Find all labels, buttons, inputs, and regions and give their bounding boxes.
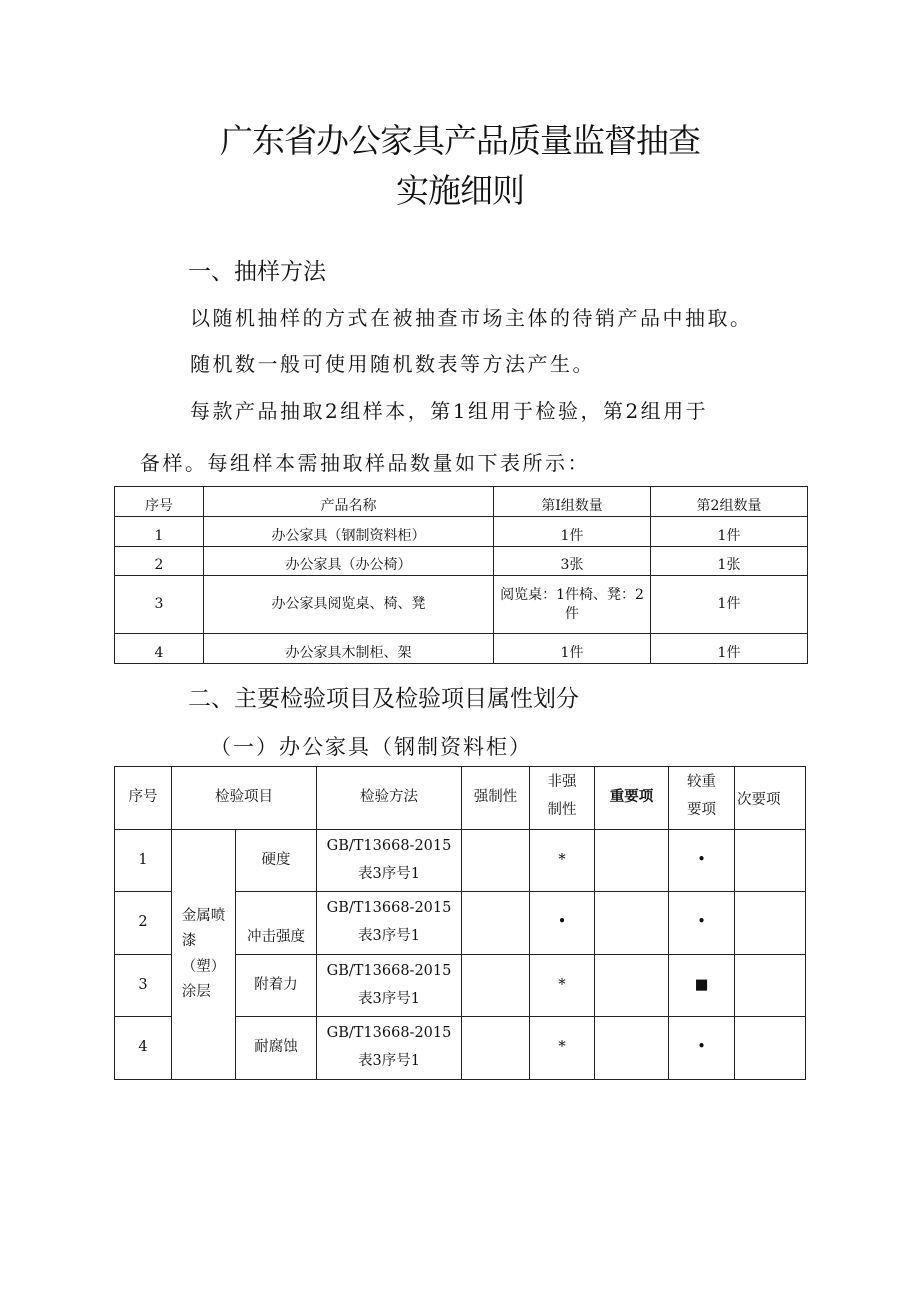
header-cell: 第I组数量 <box>494 487 651 517</box>
method-cell <box>317 1017 462 1080</box>
table-cell <box>595 1017 669 1080</box>
table-cell: 1张 <box>651 547 808 576</box>
table-cell: 4 <box>115 634 204 664</box>
paragraph-2: 随机数一般可使用随机数表等方法产生。 <box>190 352 595 376</box>
header-text: 非强制性 <box>547 774 577 818</box>
table-cell: 1 <box>115 517 204 547</box>
header-cell: 序号 <box>115 487 204 517</box>
table-cell <box>735 892 806 955</box>
document-title: 广东省办公家具产品质量监督抽查 <box>220 121 700 160</box>
table-cell: 1件 <box>651 517 808 547</box>
table-cell <box>595 955 669 1017</box>
table-cell: 办公家具（办公椅） <box>204 547 494 576</box>
method-line: GB/T13668-2015 <box>326 1025 452 1042</box>
header-cell-minor: 次要项 <box>735 767 806 830</box>
table-header-row <box>115 767 806 830</box>
table-cell: 1件 <box>494 634 651 664</box>
section-heading-inspection: 二、主要检验项目及检验项目属性划分 <box>188 686 579 712</box>
table-cell <box>462 955 530 1017</box>
table-row <box>115 634 808 664</box>
table-cell: 1件 <box>494 517 651 547</box>
method-cell <box>317 830 462 892</box>
table-cell <box>462 1017 530 1080</box>
method-line: 表3序号1 <box>358 1053 420 1069</box>
method-line: GB/T13668-2015 <box>326 900 452 917</box>
paragraph-3a: 每款产品抽取2组样本，第1组用于检验，第2组用于 <box>190 399 709 423</box>
table-cell <box>735 1017 806 1080</box>
table-cell: 冲击强度 <box>236 892 317 955</box>
document-subtitle: 实施细则 <box>396 171 524 210</box>
table-cell: * <box>530 1017 595 1080</box>
method-line: GB/T13668-2015 <box>326 837 452 854</box>
header-cell-important: 重要项 <box>595 767 669 830</box>
group-text: 金属喷漆（塑）涂层 <box>181 907 226 1000</box>
subsection-heading: （一）办公家具（钢制资料柜） <box>210 735 532 759</box>
method-cell <box>317 955 462 1017</box>
table-cell: 1件 <box>651 634 808 664</box>
table-cell <box>735 955 806 1017</box>
table-cell <box>595 892 669 955</box>
paragraph-3b: 备样。每组样本需抽取样品数量如下表所示： <box>140 451 590 475</box>
table-cell: 2 <box>115 892 172 955</box>
table-cell: • <box>669 1017 735 1080</box>
inspection-items-table <box>114 766 806 1080</box>
table-row <box>115 547 808 576</box>
table-row <box>115 576 808 634</box>
table-cell: 3 <box>115 955 172 1017</box>
header-cell-non-mandatory <box>530 767 595 830</box>
header-cell-item: 检验项目 <box>172 767 317 830</box>
section-heading-sampling: 一、抽样方法 <box>188 259 326 285</box>
table-cell: 1件 <box>651 576 808 634</box>
table-cell: • <box>530 892 595 955</box>
table-cell: • <box>669 892 735 955</box>
table-header-row <box>115 487 808 517</box>
table-cell: 附着力 <box>236 955 317 1017</box>
table-cell <box>462 892 530 955</box>
table-cell: * <box>530 830 595 892</box>
table-cell: 办公家具木制柜、架 <box>204 634 494 664</box>
table-cell: * <box>530 955 595 1017</box>
table-cell: 3张 <box>494 547 651 576</box>
method-line: 表3序号1 <box>358 990 420 1007</box>
header-cell: 第2组数量 <box>651 487 808 517</box>
table-cell: 3 <box>115 576 204 634</box>
sample-quantity-table <box>114 486 808 664</box>
group-cell <box>172 830 236 1080</box>
table-cell <box>735 830 806 892</box>
header-cell-method: 检验方法 <box>317 767 462 830</box>
table-cell: 耐腐蚀 <box>236 1017 317 1080</box>
paragraph-1: 以随机抽样的方式在被抽查市场主体的待销产品中抽取。 <box>190 306 753 330</box>
table-cell: 阅览桌：1件椅、凳：2件 <box>494 576 651 634</box>
table-cell: 2 <box>115 547 204 576</box>
table-cell <box>462 830 530 892</box>
method-line: 表3序号1 <box>358 865 420 882</box>
table-cell: • <box>669 830 735 892</box>
method-line: 表3序号1 <box>358 928 420 944</box>
header-cell: 产品名称 <box>204 487 494 517</box>
table-cell: 1 <box>115 830 172 892</box>
table-cell: 4 <box>115 1017 172 1080</box>
header-cell-relatively-important <box>669 767 735 830</box>
header-cell-mandatory: 强制性 <box>462 767 530 830</box>
table-cell <box>595 830 669 892</box>
table-cell: ■ <box>669 955 735 1017</box>
method-cell <box>317 892 462 955</box>
method-line: GB/T13668-2015 <box>326 962 452 979</box>
table-cell: 办公家具阅览桌、椅、凳 <box>204 576 494 634</box>
table-cell: 办公家具（钢制资料柜） <box>204 517 494 547</box>
table-row <box>115 517 808 547</box>
table-cell: 硬度 <box>236 830 317 892</box>
header-text: 较重要项 <box>686 774 716 818</box>
header-cell-no: 序号 <box>115 767 172 830</box>
table-row <box>115 830 806 892</box>
